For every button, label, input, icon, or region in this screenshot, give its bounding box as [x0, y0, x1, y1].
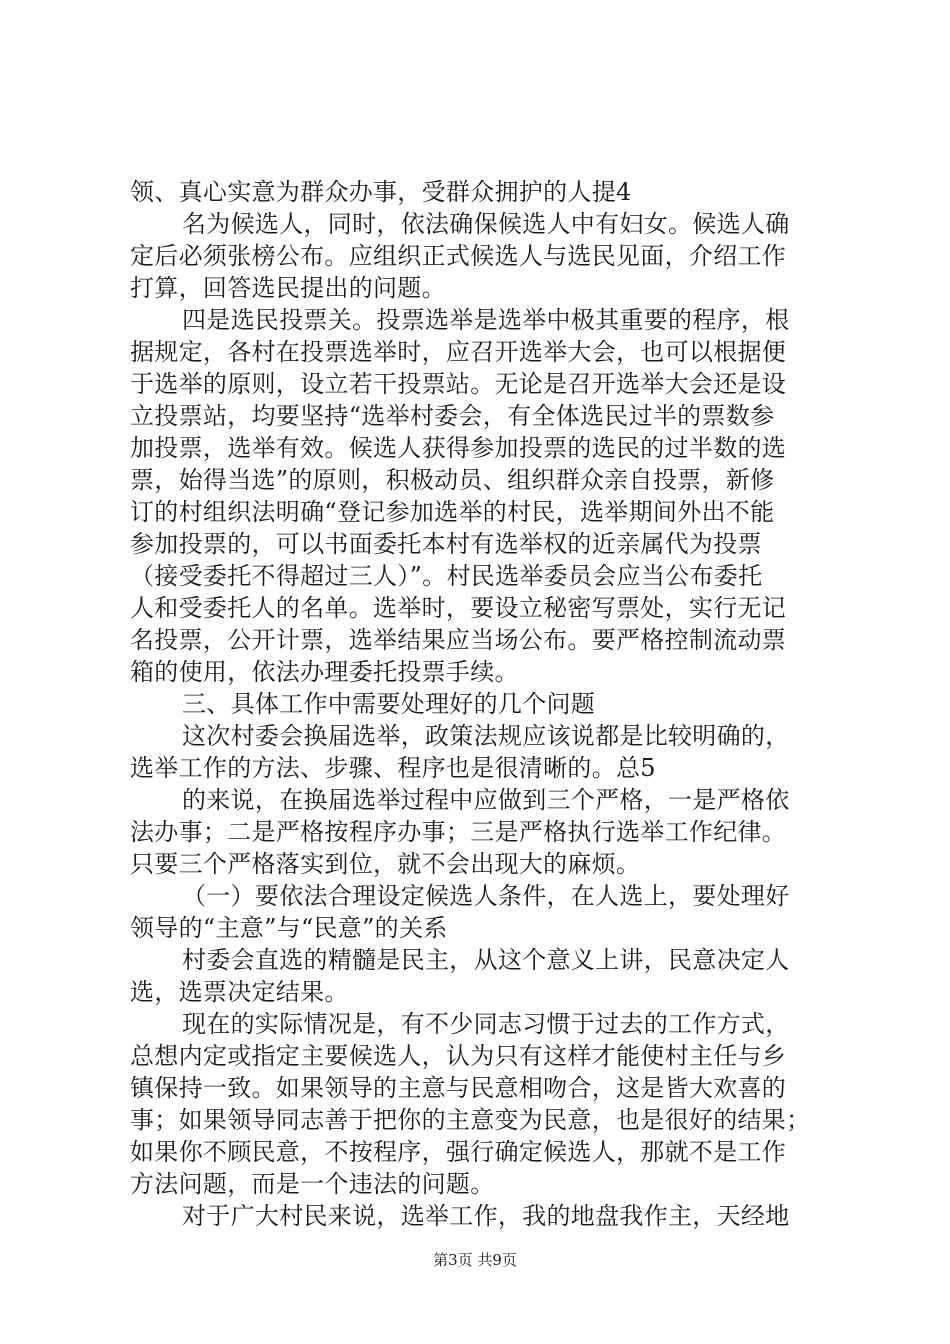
text-line: 箱的使用，依法办理委托投票手续。 [130, 658, 519, 686]
text-line: 领、真心实意为群众办事，受群众拥护的人提4 [130, 178, 632, 206]
text-line: 加投票，选举有效。候选人获得参加投票的选民的过半数的选 [130, 434, 787, 462]
text-line: 四是选民投票关。投票选举是选举中极其重要的程序，根 [182, 306, 790, 334]
text-line: 对于广大村民来说，选举工作，我的地盘我作主，天经地 [182, 1202, 790, 1230]
text-line: 人和受委托人的名单。选举时，要设立秘密写票处，实行无记 [130, 594, 787, 622]
text-line: 选，选票决定结果。 [130, 978, 349, 1006]
text-line: 方法问题，而是一个违法的问题。 [130, 1170, 495, 1198]
document-body [130, 176, 850, 1232]
text-line: 的来说，在换届选举过程中应做到三个严格，一是严格依 [182, 786, 790, 814]
text-line: 这次村委会换届选举，政策法规应该说都是比较明确的， [182, 722, 790, 750]
text-line: 定后必须张榜公布。应组织正式候选人与选民见面，介绍工作 [130, 242, 787, 270]
text-line: 如果你不顾民意，不按程序，强行确定候选人，那就不是工作 [130, 1138, 787, 1166]
text-line: 名为候选人，同时，依法确保候选人中有妇女。候选人确 [182, 210, 790, 238]
text-line: 现在的实际情况是，有不少同志习惯于过去的工作方式， [182, 1010, 790, 1038]
page-footer: 第3页 共9页 [433, 1251, 517, 1269]
text-line: 只要三个严格落实到位，就不会出现大的麻烦。 [130, 850, 641, 878]
text-line: 事；如果领导同志善于把你的主意变为民意，也是很好的结果； [130, 1106, 811, 1134]
text-line: 三、具体工作中需要处理好的几个问题 [182, 690, 596, 718]
text-line: 村委会直选的精髓是民主，从这个意义上讲，民意决定人 [182, 946, 790, 974]
text-line: 选举工作的方法、步骤、程序也是很清晰的。总5 [130, 754, 656, 782]
text-line: 总想内定或指定主要候选人，认为只有这样才能使村主任与乡 [130, 1042, 787, 1070]
text-line: 据规定，各村在投票选举时，应召开选举大会，也可以根据便 [130, 338, 787, 366]
text-line: 订的村组织法明确“登记参加选举的村民，选举期间外出不能 [130, 498, 775, 526]
text-line: 于选举的原则，设立若干投票站。无论是召开选举大会还是设 [130, 370, 787, 398]
text-line: （一）要依法合理设定候选人条件，在人选上，要处理好 [182, 882, 790, 910]
text-line: 立投票站，均要坚持“选举村委会，有全体选民过半的票数参 [130, 402, 775, 430]
text-line: 名投票，公开计票，选举结果应当场公布。要严格控制流动票 [130, 626, 787, 654]
text-line: 领导的“主意”与“民意”的关系 [130, 914, 448, 942]
text-line: （接受委托不得超过三人）”。村民选举委员会应当公布委托 [130, 562, 763, 590]
text-line: 参加投票的，可以书面委托本村有选举权的近亲属代为投票 [130, 530, 762, 558]
text-line: 镇保持一致。如果领导的主意与民意相吻合，这是皆大欢喜的 [130, 1074, 787, 1102]
text-line: 法办事；二是严格按程序办事；三是严格执行选举工作纪律。 [130, 818, 787, 846]
text-line: 打算，回答选民提出的问题。 [130, 274, 446, 302]
text-line: 票，始得当选”的原则，积极动员、组织群众亲自投票，新修 [130, 466, 775, 494]
